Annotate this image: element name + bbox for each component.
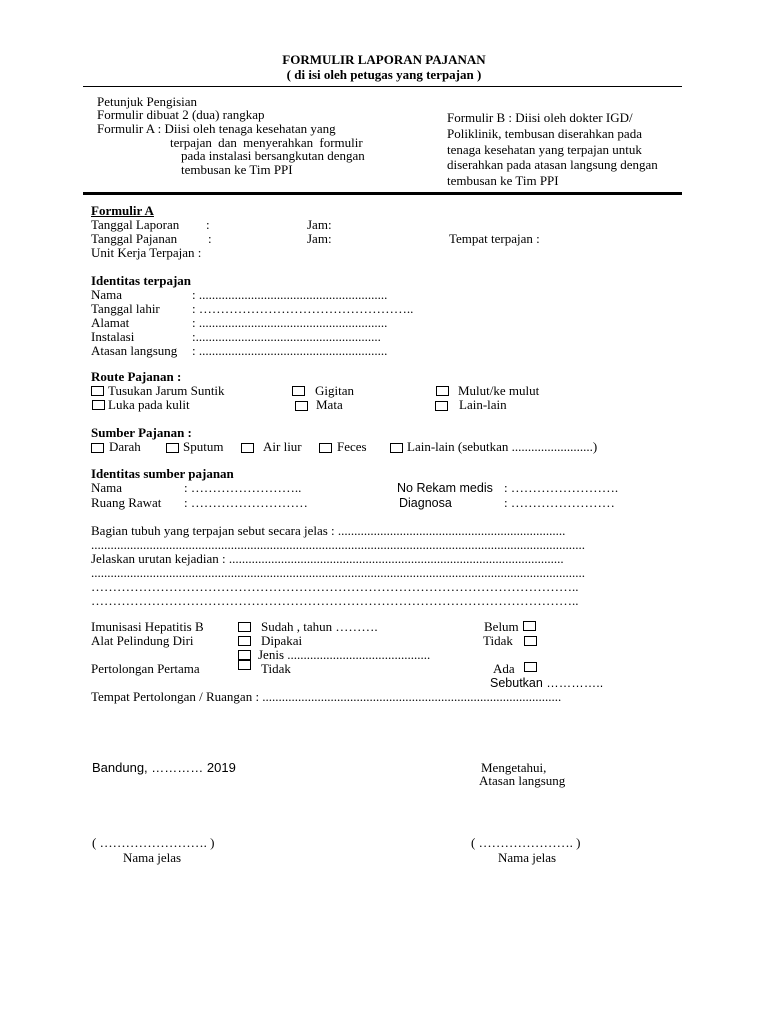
sebutkan-field[interactable]: Sebutkan ………….. xyxy=(490,676,604,690)
dipakai-label: Dipakai xyxy=(261,633,303,648)
atasan-langsung-label: Atasan langsung xyxy=(91,343,178,358)
tanggal-lahir-label: Tanggal lahir xyxy=(91,301,160,316)
tanggal-laporan-label: Tanggal Laporan xyxy=(91,217,180,232)
sputum-label: Sputum xyxy=(183,439,224,454)
route-heading: Route Pajanan : xyxy=(91,369,182,384)
kejadian-line-1[interactable]: ........................................................................................................................................................ xyxy=(91,565,585,580)
sumber-nama-field[interactable]: : …………………….. xyxy=(184,480,302,495)
atasan-langsung-sign-label: Atasan langsung xyxy=(479,773,566,788)
belum-checkbox[interactable] xyxy=(523,621,536,631)
bagian-tubuh-field[interactable]: Bagian tubuh yang terpajan sebut secara jelas : ...................................................................... xyxy=(91,523,566,538)
lain-lain-sumber-checkbox[interactable] xyxy=(390,443,403,453)
nama-jelas-right: Nama jelas xyxy=(498,850,557,865)
tidak-pertolongan-label: Tidak xyxy=(261,661,291,676)
nama-jelas-left: Nama jelas xyxy=(123,850,182,865)
instalasi-label: Instalasi xyxy=(91,329,135,344)
formA-instruction-cont1: terpajan dan menyerahkan formulir xyxy=(170,135,363,150)
lain-lain-sumber-label: Lain-lain (sebutkan .........................) xyxy=(407,439,598,454)
no-rekam-medis-label: No Rekam medis xyxy=(397,481,493,495)
dipakai-checkbox[interactable] xyxy=(238,636,251,646)
unit-kerja-field[interactable]: Unit Kerja Terpajan : xyxy=(91,245,202,260)
sudah-checkbox[interactable] xyxy=(238,622,251,632)
darah-label: Darah xyxy=(109,439,141,454)
jenis-field[interactable]: Jenis ............................................ xyxy=(258,647,431,662)
ruang-rawat-field[interactable]: : ……………………… xyxy=(184,495,308,510)
mata-checkbox[interactable] xyxy=(295,401,308,411)
signature-left-blank[interactable]: ( ……………………. ) xyxy=(92,835,215,850)
ada-label: Ada xyxy=(493,661,515,676)
jenis-checkbox[interactable] xyxy=(238,650,251,660)
section-divider xyxy=(83,192,682,195)
place-date[interactable]: Bandung, ………… 2019 xyxy=(92,760,236,775)
instructions-copies: Formulir dibuat 2 (dua) rangkap xyxy=(97,107,265,122)
mulut-checkbox[interactable] xyxy=(436,386,449,396)
formB-instruction-5: tembusan ke Tim PPI xyxy=(447,173,559,188)
mengetahui-label: Mengetahui, xyxy=(481,760,547,775)
lain-lain-route-label: Lain-lain xyxy=(459,397,507,412)
diagnosa-label: Diagnosa xyxy=(399,496,452,510)
apd-label: Alat Pelindung Diri xyxy=(91,633,194,648)
feces-label: Feces xyxy=(337,439,367,454)
gigitan-label: Gigitan xyxy=(315,383,354,398)
mata-label: Mata xyxy=(316,397,343,412)
instructions-heading: Petunjuk Pengisian xyxy=(97,94,198,109)
air-liur-checkbox[interactable] xyxy=(241,443,254,453)
feces-checkbox[interactable] xyxy=(319,443,332,453)
luka-kulit-label: Luka pada kulit xyxy=(108,397,190,412)
instalasi-field[interactable]: :......................................................... xyxy=(192,329,381,344)
gigitan-checkbox[interactable] xyxy=(292,386,305,396)
jam-laporan-field[interactable]: Jam: xyxy=(307,217,332,232)
form-subtitle: ( di isi oleh petugas yang terpajan ) xyxy=(286,67,482,82)
air-liur-label: Air liur xyxy=(263,439,302,454)
alamat-field[interactable]: : .......................................................... xyxy=(192,315,388,330)
tempat-terpajan-field[interactable]: Tempat terpajan : xyxy=(449,231,540,246)
pertolongan-label: Pertolongan Pertama xyxy=(91,661,200,676)
nama-label: Nama xyxy=(91,287,123,302)
signature-right-blank[interactable]: ( …………………. ) xyxy=(471,835,581,850)
top-divider xyxy=(83,86,682,87)
no-rekam-medis-field[interactable]: : ……………………. xyxy=(504,480,619,495)
formA-heading: Formulir A xyxy=(91,203,154,218)
lain-lain-route-checkbox[interactable] xyxy=(435,401,448,411)
nama-field[interactable]: : .......................................................... xyxy=(192,287,388,302)
formB-instruction-4: diserahkan pada atasan langsung dengan xyxy=(447,157,658,172)
ada-checkbox[interactable] xyxy=(524,662,537,672)
diagnosa-field[interactable]: : …………………… xyxy=(504,495,615,510)
jam-pajanan-field[interactable]: Jam: xyxy=(307,231,332,246)
tusukan-label: Tusukan Jarum Suntik xyxy=(108,383,225,398)
identitas-heading: Identitas terpajan xyxy=(91,273,192,288)
tidak-apd-label: Tidak xyxy=(483,633,513,648)
sumber-heading: Sumber Pajanan : xyxy=(91,425,192,440)
formB-instruction-1: Formulir B : Diisi oleh dokter IGD/ xyxy=(447,110,633,125)
tusukan-checkbox[interactable] xyxy=(91,386,104,396)
sumber-identitas-heading: Identitas sumber pajanan xyxy=(91,466,234,481)
formA-instruction: Formulir A : Diisi oleh tenaga kesehatan yang xyxy=(97,121,336,136)
tanggal-pajanan-label: Tanggal Pajanan xyxy=(91,231,178,246)
tidak-apd-checkbox[interactable] xyxy=(524,636,537,646)
form-title: FORMULIR LAPORAN PAJANAN xyxy=(282,52,486,67)
darah-checkbox[interactable] xyxy=(91,443,104,453)
bagian-tubuh-cont[interactable]: ........................................................................................................................................................ xyxy=(91,537,585,552)
tanggal-lahir-field[interactable]: : ………………………………………….. xyxy=(192,301,414,316)
belum-label: Belum xyxy=(484,619,519,634)
formB-instruction-2: Poliklinik, tembusan diserahkan pada xyxy=(447,126,642,141)
sputum-checkbox[interactable] xyxy=(166,443,179,453)
urutan-kejadian-field[interactable]: Jelaskan urutan kejadian : ....................................................................................................... xyxy=(91,551,564,566)
mulut-label: Mulut/ke mulut xyxy=(458,383,540,398)
kejadian-line-3[interactable]: ………………………………………………………………………………………………….. xyxy=(91,593,579,608)
alamat-label: Alamat xyxy=(91,315,130,330)
formA-instruction-cont3: tembusan ke Tim PPI xyxy=(181,162,293,177)
sumber-nama-label: Nama xyxy=(91,480,123,495)
kejadian-line-2[interactable]: ………………………………………………………………………………………………….. xyxy=(91,579,579,594)
luka-kulit-checkbox[interactable] xyxy=(92,400,105,410)
sudah-label: Sudah , tahun ………. xyxy=(261,619,378,634)
formB-instruction-3: tenaga kesehatan yang terpajan untuk xyxy=(447,142,642,157)
tanggal-pajanan-colon: : xyxy=(208,231,212,246)
formA-instruction-cont2: pada instalasi bersangkutan dengan xyxy=(181,148,365,163)
tempat-pertolongan-field[interactable]: Tempat Pertolongan / Ruangan : ............................................................................................ xyxy=(91,689,562,704)
tidak-pertolongan-checkbox[interactable] xyxy=(238,660,251,670)
imunisasi-label: Imunisasi Hepatitis B xyxy=(91,619,204,634)
ruang-rawat-label: Ruang Rawat xyxy=(91,495,162,510)
tanggal-laporan-colon: : xyxy=(206,217,210,232)
atasan-langsung-field[interactable]: : .......................................................... xyxy=(192,343,388,358)
